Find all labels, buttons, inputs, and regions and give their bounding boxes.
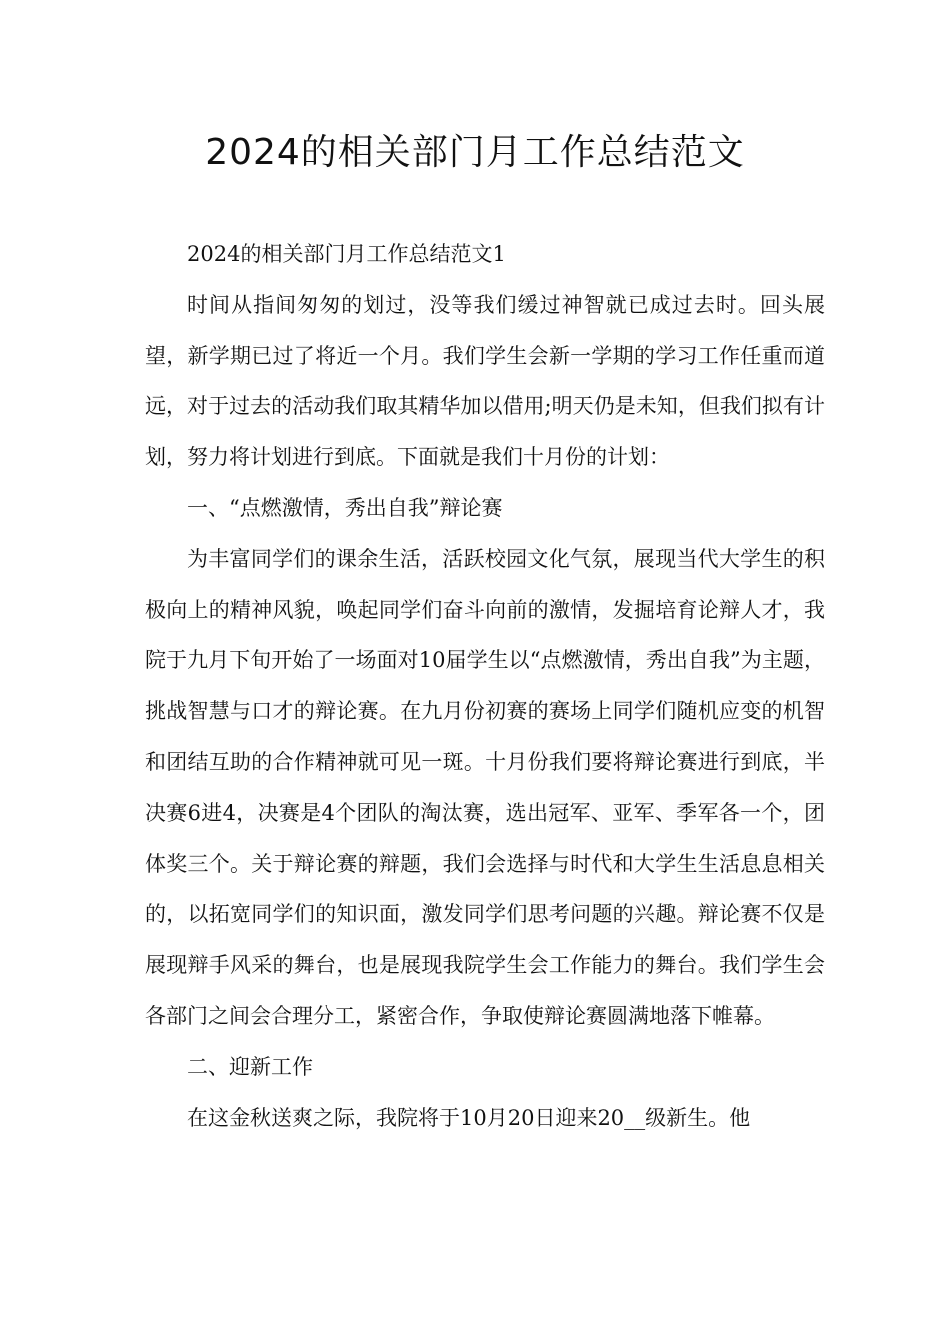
debate-paragraph: 为丰富同学们的课余生活，活跃校园文化气氛，展现当代大学生的积极向上的精神风貌，唤起同学们奋斗向前的激情，发掘培育论辩人才，我院于九月下旬开始了一场面对10届学生以“点燃激情，秀出自我”为主题，挑战智慧与口才的辩论赛。在九月份初赛的赛场上同学们随机应变的机智和团结互助的合作精神就可见一斑。十月份我们要将辩论赛进行到底，半决赛6进4，决赛是4个团队的淘汰赛，选出冠军、亚军、季军各一个，团体奖三个。关于辩论赛的辩题，我们会选择与时代和大学生生活息息相关的，以拓宽同学们的知识面，激发同学们思考问题的兴趣。辩论赛不仅是展现辩手风采的舞台，也是展现我院学生会工作能力的舞台。我们学生会各部门之间会合理分工，紧密合作，争取使辩论赛圆满地落下帷幕。 — [145, 546, 825, 1028]
subtitle-paragraph: 2024的相关部门月工作总结范文1 — [187, 242, 506, 266]
section-heading-welcome: 二、迎新工作 — [187, 1054, 313, 1079]
document-title: 2024的相关部门月工作总结范文 — [205, 132, 745, 173]
welcome-paragraph: 在这金秋送爽之际，我院将于10月20日迎来20__级新生。他 — [187, 1105, 751, 1130]
section-heading-debate: 一、“点燃激情，秀出自我”辩论赛 — [187, 495, 503, 520]
intro-paragraph: 时间从指间匆匆的划过，没等我们缓过神智就已成过去时。回头展望，新学期已过了将近一个月。我们学生会新一学期的学习工作任重而道远，对于过去的活动我们取其精华加以借用;明天仍是未知，但我们拟有计划，努力将计划进行到底。下面就是我们十月份的计划： — [145, 292, 825, 470]
document-body — [145, 229, 825, 1143]
